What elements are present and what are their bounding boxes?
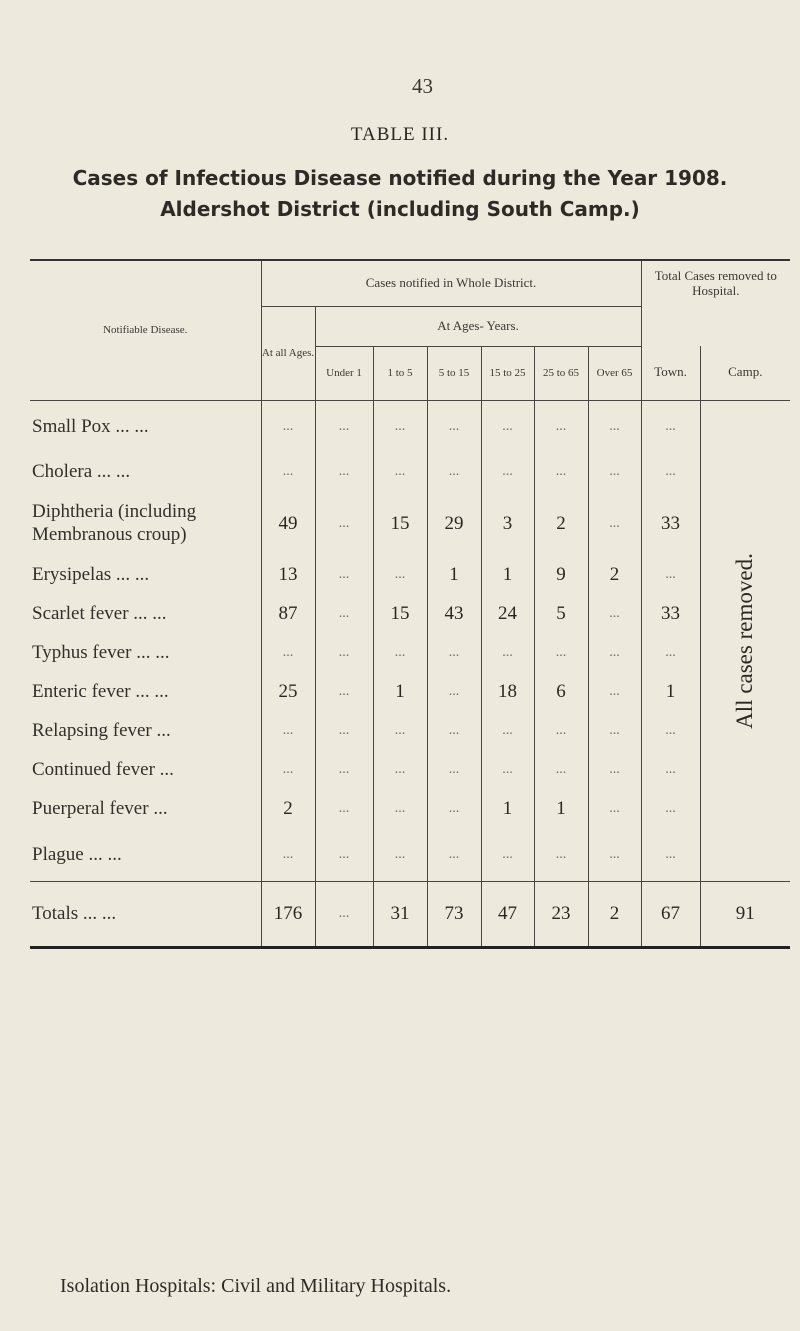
- total-camp: 91: [700, 881, 790, 947]
- cell-town: ...: [641, 790, 700, 829]
- cell-under-1: ...: [315, 673, 373, 712]
- cell-15-25: ...: [481, 453, 534, 492]
- cell-all: 2: [261, 790, 315, 829]
- cell-1-5: 15: [373, 595, 427, 634]
- cell-all: 13: [261, 556, 315, 595]
- cell-1-5: ...: [373, 556, 427, 595]
- header-disease: Notifiable Disease.: [30, 260, 261, 400]
- cell-over-65: ...: [588, 751, 641, 790]
- cell-25-65: 1: [534, 790, 588, 829]
- cell-under-1: ...: [315, 556, 373, 595]
- cell-over-65: ...: [588, 829, 641, 882]
- header-at-all-ages: At all Ages.: [261, 306, 315, 400]
- header-15-to-25: 15 to 25: [481, 346, 534, 400]
- table-row: [30, 712, 790, 751]
- cell-15-25: ...: [481, 829, 534, 882]
- cell-5-15: ...: [427, 712, 481, 751]
- cell-5-15: ...: [427, 634, 481, 673]
- cell-5-15: 43: [427, 595, 481, 634]
- cell-over-65: ...: [588, 453, 641, 492]
- total-5-15: 73: [427, 881, 481, 947]
- cell-all: 25: [261, 673, 315, 712]
- cell-5-15: ...: [427, 400, 481, 453]
- cell-over-65: ...: [588, 712, 641, 751]
- cell-1-5: ...: [373, 634, 427, 673]
- cell-town: ...: [641, 712, 700, 751]
- disease-name: Small Pox ... ...: [30, 400, 261, 453]
- cell-1-5: ...: [373, 400, 427, 453]
- footnote: Isolation Hospitals: Civil and Military Hospitals.: [60, 1275, 452, 1297]
- table-row: [30, 829, 790, 882]
- disease-name: Enteric fever ... ...: [30, 673, 261, 712]
- total-town: 67: [641, 881, 700, 947]
- cell-under-1: ...: [315, 712, 373, 751]
- table-row: [30, 790, 790, 829]
- cell-over-65: ...: [588, 790, 641, 829]
- header-5-to-15: 5 to 15: [427, 346, 481, 400]
- header-cases-notified: Cases notified in Whole District.: [261, 260, 641, 306]
- disease-name: Diphtheria (including Membranous croup): [30, 492, 261, 556]
- table-row: [30, 492, 790, 556]
- cell-1-5: ...: [373, 453, 427, 492]
- disease-name: Erysipelas ... ...: [30, 556, 261, 595]
- camp-note: [700, 400, 790, 881]
- header-camp: Camp.: [728, 364, 763, 380]
- cell-25-65: 9: [534, 556, 588, 595]
- cell-25-65: 2: [534, 492, 588, 556]
- total-over-65: 2: [588, 881, 641, 947]
- cell-25-65: ...: [534, 400, 588, 453]
- cell-1-5: 15: [373, 492, 427, 556]
- total-under-1: ...: [315, 881, 373, 947]
- cell-all: ...: [261, 751, 315, 790]
- header-over-65: Over 65: [588, 346, 641, 400]
- cell-under-1: ...: [315, 790, 373, 829]
- cell-25-65: 5: [534, 595, 588, 634]
- cell-25-65: ...: [534, 712, 588, 751]
- disease-name: Relapsing fever ...: [30, 712, 261, 751]
- table-row: [30, 453, 790, 492]
- cell-25-65: ...: [534, 829, 588, 882]
- cell-over-65: ...: [588, 400, 641, 453]
- table-row: [30, 673, 790, 712]
- cell-5-15: 29: [427, 492, 481, 556]
- disease-table: [30, 259, 790, 949]
- camp-note-text: All cases removed.: [732, 552, 758, 729]
- total-1-5: 31: [373, 881, 427, 947]
- table-label: TABLE III.: [350, 124, 450, 145]
- cell-town: ...: [641, 556, 700, 595]
- cell-town: ...: [641, 634, 700, 673]
- cell-under-1: ...: [315, 751, 373, 790]
- cell-under-1: ...: [315, 634, 373, 673]
- cell-all: ...: [261, 453, 315, 492]
- cell-5-15: ...: [427, 453, 481, 492]
- header-total-removed: Total Cases removed to Hospital.: [641, 260, 790, 306]
- cell-town: 33: [641, 492, 700, 556]
- cell-15-25: ...: [481, 634, 534, 673]
- cell-15-25: ...: [481, 712, 534, 751]
- cell-over-65: ...: [588, 634, 641, 673]
- table-row: [30, 595, 790, 634]
- cell-under-1: ...: [315, 595, 373, 634]
- cell-town: 33: [641, 595, 700, 634]
- cell-1-5: 1: [373, 673, 427, 712]
- cell-town: ...: [641, 751, 700, 790]
- cell-15-25: 3: [481, 492, 534, 556]
- cell-5-15: ...: [427, 673, 481, 712]
- cell-over-65: ...: [588, 492, 641, 556]
- cell-25-65: ...: [534, 453, 588, 492]
- header-at-ages-years: At Ages- Years.: [315, 306, 641, 346]
- table-row: [30, 556, 790, 595]
- cell-25-65: ...: [534, 751, 588, 790]
- totals-label: Totals ... ...: [30, 881, 261, 947]
- cell-under-1: ...: [315, 400, 373, 453]
- cell-all: ...: [261, 829, 315, 882]
- cell-all: 49: [261, 492, 315, 556]
- totals-row: [30, 881, 790, 947]
- cell-under-1: ...: [315, 829, 373, 882]
- header-25-to-65: 25 to 65: [534, 346, 588, 400]
- disease-name: Cholera ... ...: [30, 453, 261, 492]
- cell-15-25: ...: [481, 400, 534, 453]
- header-under-1: Under 1: [315, 346, 373, 400]
- total-15-25: 47: [481, 881, 534, 947]
- cell-over-65: ...: [588, 673, 641, 712]
- disease-name: Continued fever ...: [30, 751, 261, 790]
- cell-1-5: ...: [373, 712, 427, 751]
- cell-under-1: ...: [315, 492, 373, 556]
- table-subtitle: Aldershot District (including South Camp.): [160, 197, 640, 221]
- cell-town: ...: [641, 400, 700, 453]
- cell-town: ...: [641, 829, 700, 882]
- table-row: [30, 400, 790, 453]
- cell-1-5: ...: [373, 751, 427, 790]
- cell-town: 1: [641, 673, 700, 712]
- table-row: [30, 634, 790, 673]
- cell-1-5: ...: [373, 790, 427, 829]
- cell-over-65: 2: [588, 556, 641, 595]
- cell-5-15: ...: [427, 751, 481, 790]
- cell-all: 87: [261, 595, 315, 634]
- disease-name: Puerperal fever ...: [30, 790, 261, 829]
- cell-town: ...: [641, 453, 700, 492]
- disease-name: Scarlet fever ... ...: [30, 595, 261, 634]
- cell-5-15: ...: [427, 790, 481, 829]
- cell-15-25: 24: [481, 595, 534, 634]
- cell-over-65: ...: [588, 595, 641, 634]
- disease-name: Plague ... ...: [30, 829, 261, 882]
- total-all: 176: [261, 881, 315, 947]
- table-row: [30, 751, 790, 790]
- cell-all: ...: [261, 400, 315, 453]
- cell-25-65: ...: [534, 634, 588, 673]
- page-number: 43: [412, 74, 433, 98]
- cell-25-65: 6: [534, 673, 588, 712]
- cell-under-1: ...: [315, 453, 373, 492]
- cell-all: ...: [261, 712, 315, 751]
- cell-5-15: ...: [427, 829, 481, 882]
- header-1-to-5: 1 to 5: [373, 346, 427, 400]
- cell-5-15: 1: [427, 556, 481, 595]
- cell-15-25: 1: [481, 790, 534, 829]
- cell-1-5: ...: [373, 829, 427, 882]
- cell-15-25: 18: [481, 673, 534, 712]
- table-title: Cases of Infectious Disease notified during the Year 1908.: [72, 166, 728, 190]
- total-25-65: 23: [534, 881, 588, 947]
- disease-name: Typhus fever ... ...: [30, 634, 261, 673]
- cell-15-25: 1: [481, 556, 534, 595]
- cell-all: ...: [261, 634, 315, 673]
- cell-15-25: ...: [481, 751, 534, 790]
- header-town: Town.: [641, 346, 700, 400]
